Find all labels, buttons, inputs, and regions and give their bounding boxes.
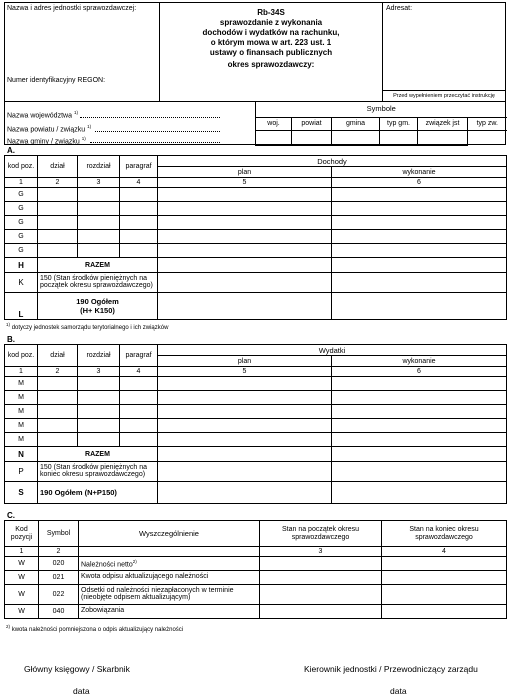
c-row-symbol: 040 [39,605,79,619]
table-row [5,244,507,258]
county-label: Nazwa powiatu / związku $^{1)}$ [7,124,92,134]
b-head-paragraf: paragraf [120,345,158,367]
b-num-3: 3 [78,367,120,377]
county-line [95,131,220,132]
symbol-input-typ-zw[interactable] [468,130,507,145]
symbols-title: Symbole [256,101,507,117]
voivodeship-label: Nazwa województwa $^{1)}$ [7,110,78,120]
c-row-desc: Zobowiązania [79,605,260,619]
form-title [160,8,382,70]
table-row [5,433,507,447]
unit-box [4,2,160,102]
symbol-input-powiat[interactable] [292,130,332,145]
a-row-code: G [5,244,38,258]
b-row-code: M [5,377,38,391]
b-head-plan: plan [158,356,332,367]
commune-line [90,142,220,143]
symbol-input-woj[interactable] [256,130,292,145]
c-row-code: W [5,585,39,605]
footnote-1: $^{1)}$ dotyczy jednostek samorządu terytorialnego i ich związków [6,322,169,331]
b-row-code: M [5,391,38,405]
table-row [5,230,507,244]
c-row-desc: Odsetki od należności niezapłaconych w terminie (nieobjęte odpisem aktualizującym) [79,585,260,605]
title-line-3: o którym mowa w art. 223 ust. 1 [210,38,332,47]
table-row [5,188,507,202]
b-razem-code: N [5,447,38,462]
table-row [5,557,507,571]
b-row-code: M [5,405,38,419]
table-row [5,419,507,433]
c-row-code: W [5,557,39,571]
table-row [5,405,507,419]
c-row-desc: Kwota odpisu aktualizującego należności [79,571,260,585]
table-row [5,585,507,605]
b-num-2: 2 [38,367,78,377]
c-row-symbol: 022 [39,585,79,605]
c-row-symbol: 021 [39,571,79,585]
b-p-code: P [5,462,38,482]
signature-left-label: Główny księgowy / Skarbnik [24,664,130,674]
section-a-table [4,155,507,320]
c-head-desc: Wyszczególnienie [79,521,260,547]
b-num-4: 4 [120,367,158,377]
section-a-letter: A. [7,146,15,155]
a-row-code: G [5,188,38,202]
title-line-4: ustawy o finansach publicznych [209,48,333,57]
a-l-code: L [5,293,38,320]
a-num-6: 6 [332,178,507,188]
b-head-rozdzial: rozdział [78,345,120,367]
c-row-code: W [5,605,39,619]
form-code: Rb-34S [257,8,285,17]
a-num-4: 4 [120,178,158,188]
table-row [5,216,507,230]
c-num-1: 1 [5,547,39,557]
symbol-col-gmina: gmina [332,117,380,130]
symbols-table [255,101,507,146]
table-row [5,202,507,216]
section-b-letter: B. [7,335,15,344]
b-head-wydatki: Wydatki [158,345,507,356]
a-head-plan: plan [158,167,332,178]
a-row-code: G [5,216,38,230]
section-c-table [4,520,507,619]
table-row [5,605,507,619]
date-right-label: data [390,686,407,696]
date-left-label: data [73,686,90,696]
c-num-4: 4 [382,547,507,557]
unit-label: Nazwa i adres jednostki sprawozdawczej: [7,5,137,12]
voivodeship-line [80,117,220,118]
a-k-text: 150 (Stan środków pieniężnych na początek okresu sprawozdawczego) [38,273,158,293]
b-p-text: 150 (Stan środków pieniężnych na koniec okresu sprawozdawczego) [38,462,158,482]
title-line-1: sprawozdanie z wykonania [219,18,323,27]
c-head-symbol: Symbol [39,521,79,547]
section-b-table [4,344,507,504]
a-head-rozdzial: rozdział [78,156,120,178]
b-head-dzial: dział [38,345,78,367]
c-head-start: Stan na początek okresu sprawozdawczego [260,521,382,547]
b-num-5: 5 [158,367,332,377]
a-num-5: 5 [158,178,332,188]
a-razem-label: RAZEM [38,258,158,273]
b-row-code: M [5,433,38,447]
a-l-text: 190 Ogółem (H+ K150) [38,293,158,320]
symbol-col-powiat: powiat [292,117,332,130]
regon-label: Numer identyfikacyjny REGON: [7,77,106,84]
title-line-2: dochodów i wydatków na rachunku, [202,28,340,37]
c-row-desc: Należności netto$^{2)}$ [79,557,260,571]
b-head-code: kod poz. [5,345,38,367]
a-num-1: 1 [5,178,38,188]
a-row-code: G [5,230,38,244]
b-num-1: 1 [5,367,38,377]
commune-label: Nazwa gminy / związku $^{1)}$ [7,136,86,146]
adresat-box [382,2,506,102]
b-razem-label: RAZEM [38,447,158,462]
a-k-code: K [5,273,38,293]
a-head-code: kod poz. [5,156,38,178]
symbol-col-zwiazek: związek jst [418,117,468,130]
a-num-3: 3 [78,178,120,188]
symbol-col-typ-gm: typ gm. [380,117,418,130]
c-row-symbol: 020 [39,557,79,571]
adresat-label: Adresat: [386,5,413,12]
footnote-2: $^{2)}$ kwota należności pomniejszona o odpis aktualizujący należności [6,624,184,633]
symbol-input-zwiazek[interactable] [418,130,468,145]
a-head-dochody: Dochody [158,156,507,167]
b-row-code: M [5,419,38,433]
b-head-wykonanie: wykonanie [332,356,507,367]
a-head-wykonanie: wykonanie [332,167,507,178]
c-num-2: 2 [39,547,79,557]
c-num-3: 3 [260,547,382,557]
symbol-input-gmina[interactable] [332,130,380,145]
section-c-letter: C. [7,511,15,520]
a-head-paragraf: paragraf [120,156,158,178]
table-row [5,571,507,585]
a-num-2: 2 [38,178,78,188]
b-s-code: S [5,482,38,504]
a-razem-code: H [5,258,38,273]
c-head-end: Stan na koniec okresu sprawozdawczego [382,521,507,547]
symbol-col-woj: woj. [256,117,292,130]
b-num-6: 6 [332,367,507,377]
a-row-code: G [5,202,38,216]
period-label: okres sprawozdawczy: [227,60,315,69]
signature-right-label: Kierownik jednostki / Przewodniczący zarządu [304,664,478,674]
table-row [5,377,507,391]
c-head-code: Kod pozycji [5,521,39,547]
instruction-note: Przed wypełnieniem przeczytać instrukcję [393,93,495,99]
b-s-text: 190 Ogółem (N+P150) [38,482,158,504]
c-row-code: W [5,571,39,585]
a-head-dzial: dział [38,156,78,178]
table-row [5,391,507,405]
symbol-col-typ-zw: typ zw. [468,117,507,130]
symbol-input-typ-gm[interactable] [380,130,418,145]
